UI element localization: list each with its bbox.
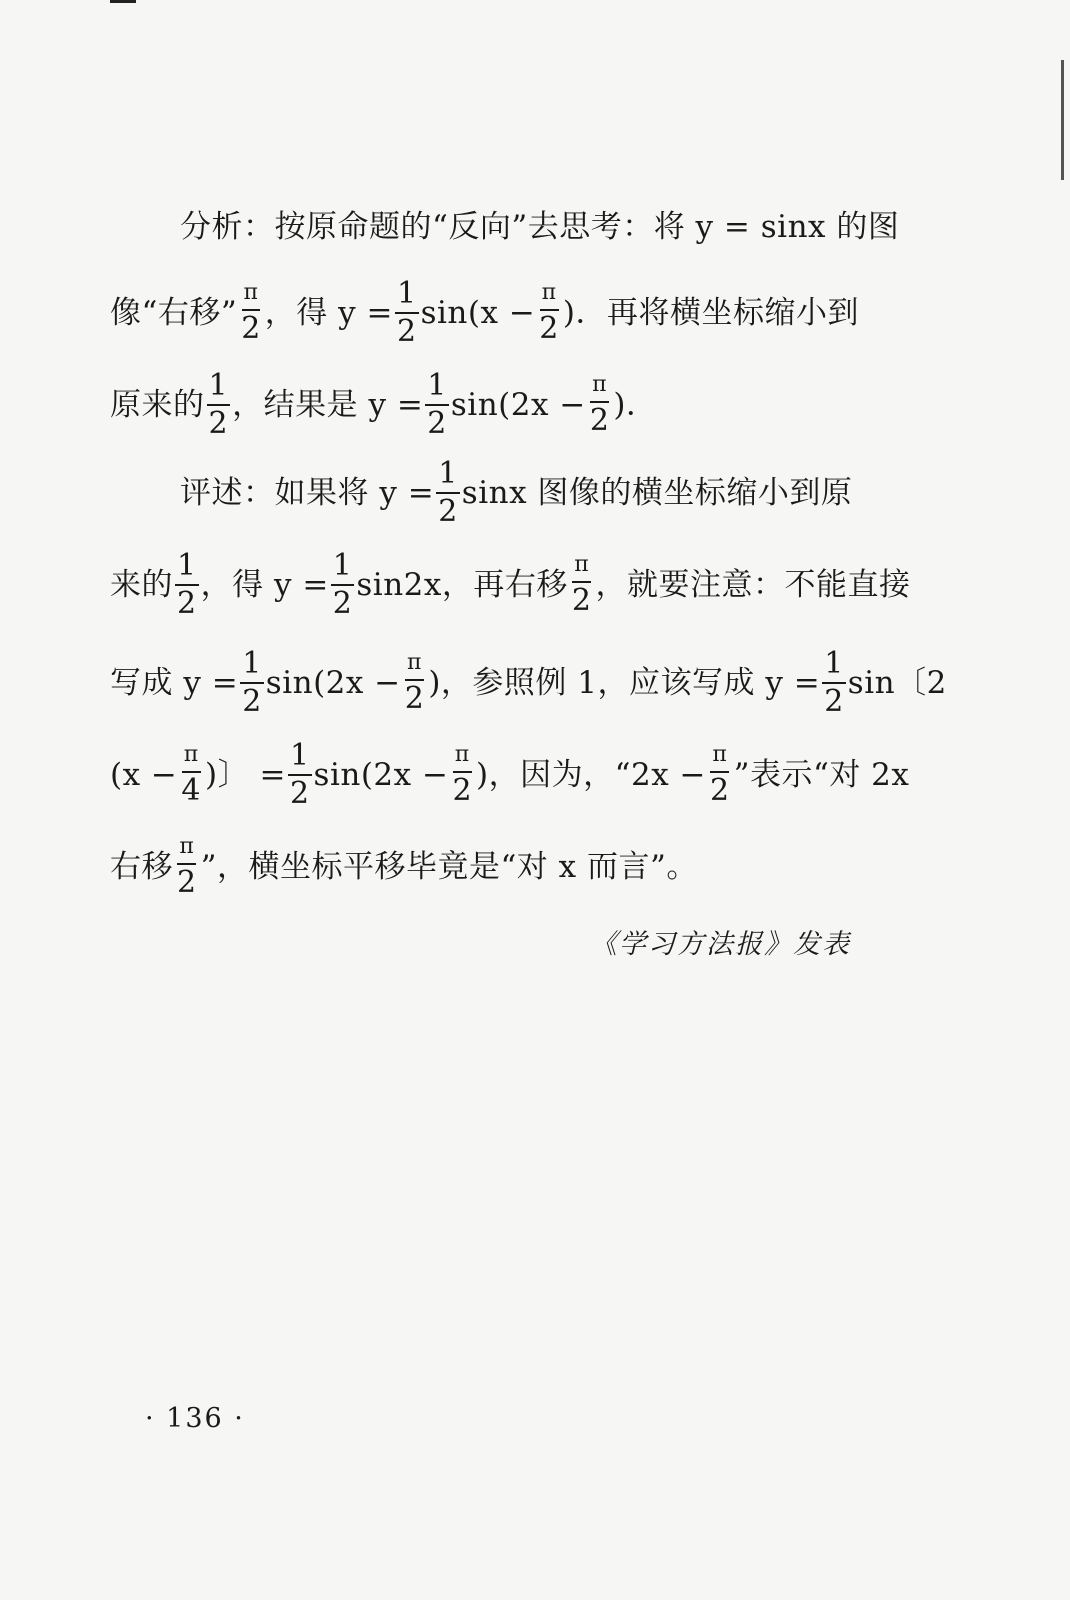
fraction: [537, 282, 561, 344]
text: ，结果是 y =: [232, 386, 424, 423]
denominator: 2: [177, 865, 197, 900]
numerator: 1: [425, 371, 449, 406]
text: 右移: [110, 848, 173, 885]
text: 评述：如果将 y =: [180, 474, 435, 511]
text: (x −: [110, 756, 178, 793]
denominator: 2: [404, 681, 425, 716]
numerator: π: [453, 744, 472, 773]
fraction: [450, 744, 474, 806]
analysis-line-3: [110, 370, 940, 440]
denominator: 2: [242, 684, 262, 719]
text: sin〔2: [847, 664, 947, 701]
analysis-line-1: [180, 192, 940, 262]
text-segment: [180, 456, 853, 529]
text-segment: [110, 738, 910, 811]
denominator: 2: [289, 776, 310, 811]
text: sin(x −: [420, 294, 536, 331]
denominator: 2: [332, 586, 353, 621]
fraction: [436, 456, 460, 529]
fraction: [331, 548, 355, 621]
fraction: [588, 374, 612, 436]
source-attribution: 《学习方法报》发表: [590, 929, 851, 960]
text: ”表示“对 2x: [733, 756, 910, 793]
review-line-2: [110, 550, 940, 620]
numerator: 1: [288, 741, 312, 776]
numerator: 1: [175, 551, 199, 586]
denominator: 2: [397, 314, 417, 349]
text: )，参照例 1，应该写成 y =: [428, 664, 821, 701]
text: sin(2x −: [313, 756, 449, 793]
denominator: 2: [208, 406, 229, 441]
text: )，因为，“2x −: [476, 756, 707, 793]
text-segment: [110, 836, 698, 898]
denominator: 2: [539, 311, 559, 346]
denominator: 2: [427, 406, 447, 441]
fraction: [570, 554, 594, 616]
numerator: 1: [822, 649, 846, 684]
text: 像“右移”: [110, 294, 238, 331]
text: 原来的: [110, 386, 205, 423]
text-segment: [110, 368, 658, 441]
text: ，就要注意：不能直接: [595, 566, 911, 603]
fraction: [175, 548, 199, 621]
fraction: [708, 744, 732, 806]
numerator: π: [242, 282, 261, 311]
numerator: π: [182, 744, 201, 773]
text: sinx 图像的横坐标缩小到原: [461, 474, 853, 511]
fraction: [395, 276, 419, 349]
numerator: 1: [395, 279, 419, 314]
text: )．再将横坐标缩小到: [562, 294, 859, 331]
review-line-5: [110, 832, 940, 902]
numerator: π: [590, 374, 609, 403]
denominator: 2: [824, 684, 844, 719]
fraction: [179, 744, 203, 806]
denominator: 2: [241, 311, 261, 346]
fraction: [240, 646, 264, 719]
text: ，得 y =: [264, 294, 393, 331]
text: ，得 y =: [200, 566, 329, 603]
numerator: 1: [207, 371, 231, 406]
fraction: [175, 836, 199, 898]
numerator: 1: [240, 649, 264, 684]
numerator: π: [572, 554, 591, 583]
numerator: 1: [436, 459, 460, 494]
text: )〕 =: [205, 756, 286, 793]
fraction: [239, 282, 263, 344]
text: 写成 y =: [110, 664, 239, 701]
text-segment: [110, 548, 911, 621]
fraction: [288, 738, 312, 811]
fraction: [822, 646, 846, 719]
review-line-3: [110, 646, 947, 719]
denominator: 2: [589, 403, 610, 438]
denominator: 2: [571, 583, 592, 618]
review-line-1: [180, 458, 940, 528]
fraction: [425, 368, 449, 441]
text-segment: 分析：按原命题的“反向”去思考：将 y = sinx 的图: [180, 208, 900, 245]
denominator: 2: [452, 773, 473, 808]
text: sin(2x −: [450, 386, 586, 423]
text: sin2x，再右移: [356, 566, 568, 603]
numerator: π: [177, 836, 196, 865]
page-edge-mark: [1061, 60, 1064, 180]
numerator: π: [710, 744, 729, 773]
denominator: 4: [181, 773, 201, 808]
text: ”，横坐标平移毕竟是“对 x 而言”。: [200, 848, 698, 885]
page-number: · 136 ·: [145, 1403, 245, 1434]
text: 来的: [110, 566, 173, 603]
denominator: 2: [177, 586, 197, 621]
denominator: 2: [710, 773, 730, 808]
analysis-line-2: [110, 278, 940, 348]
review-line-4: [110, 740, 940, 810]
numerator: π: [540, 282, 559, 311]
fraction: [403, 652, 427, 714]
text-segment: [110, 276, 859, 349]
top-rule: [110, 0, 136, 3]
denominator: 2: [438, 494, 458, 529]
text: )．: [613, 386, 658, 423]
text: sin(2x −: [265, 664, 401, 701]
numerator: π: [405, 652, 424, 681]
text-segment: [110, 646, 947, 719]
fraction: [207, 368, 231, 441]
numerator: 1: [331, 551, 355, 586]
